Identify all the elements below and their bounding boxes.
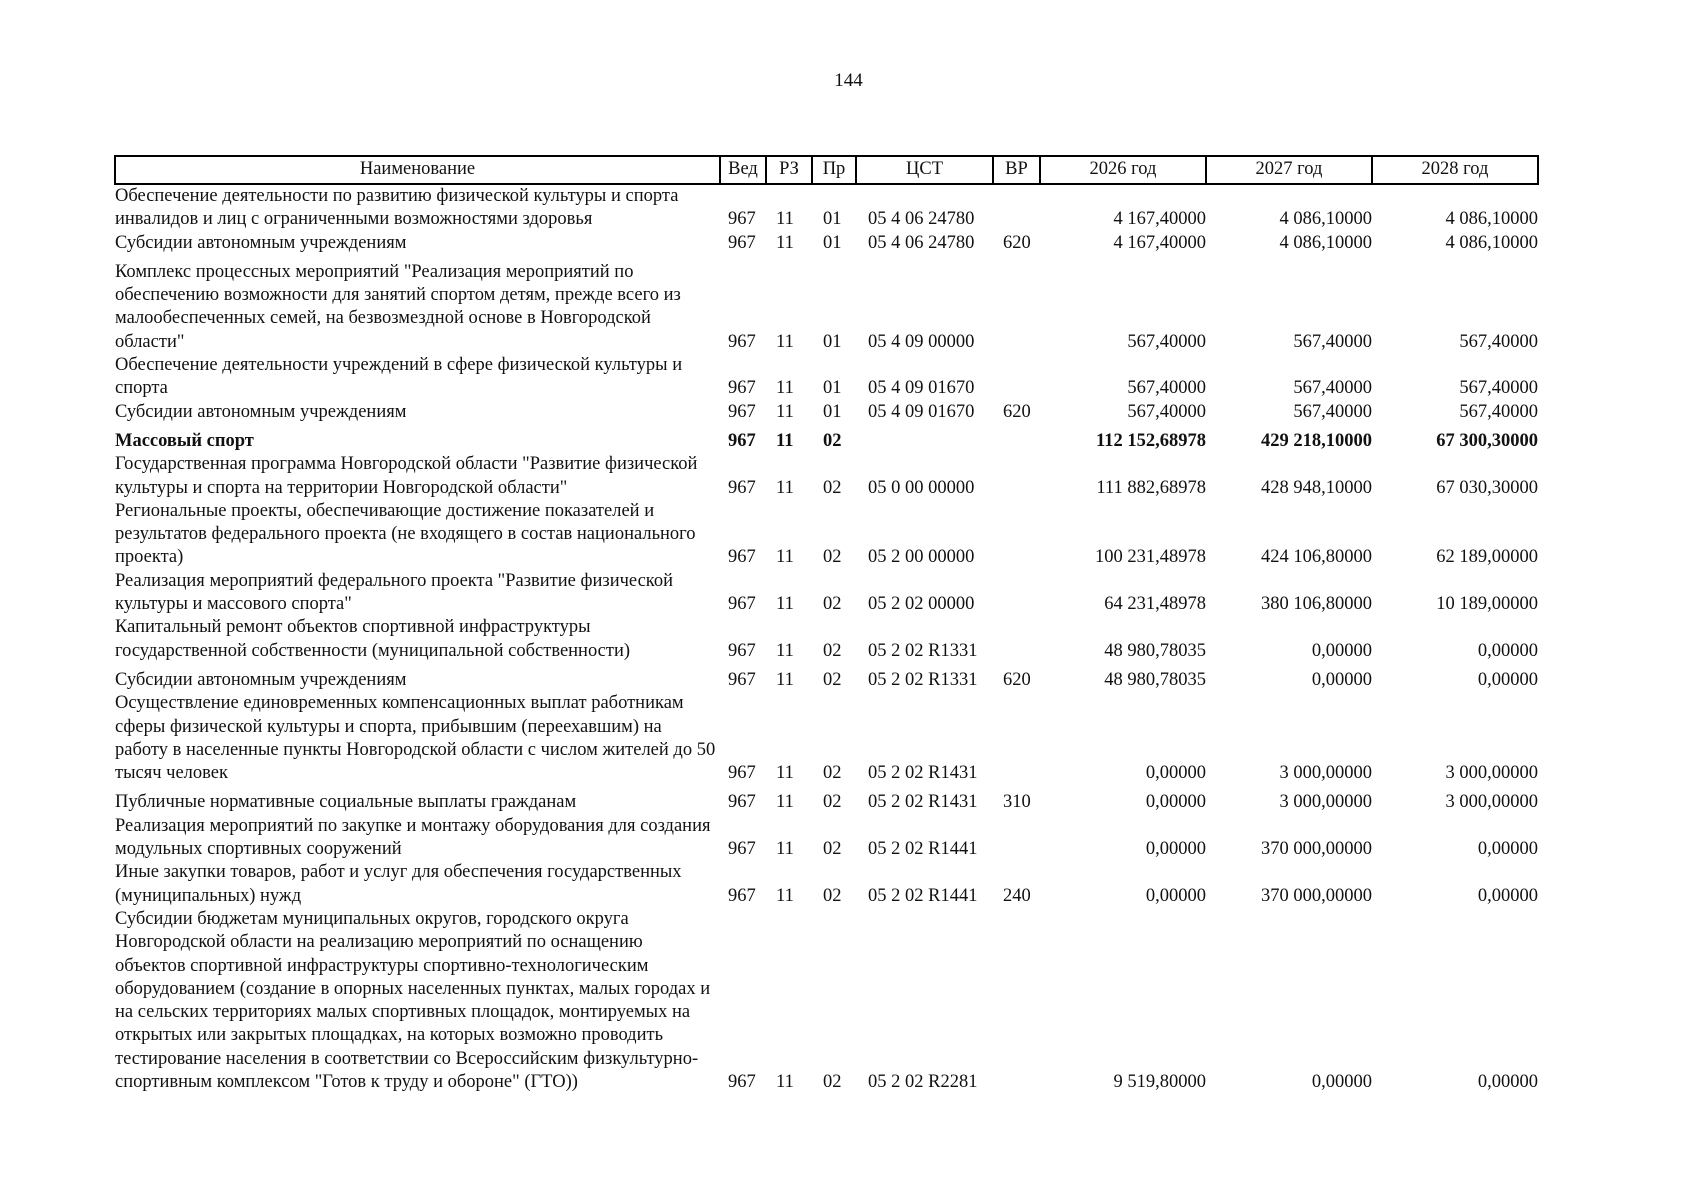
row-2026: 4 167,40000 (1113, 209, 1206, 230)
row-vr (993, 815, 1040, 862)
table-row (115, 401, 1538, 430)
row-2027: 567,40000 (1293, 378, 1372, 399)
row-vr: 620 (1003, 669, 1031, 690)
row-cst (856, 430, 993, 453)
row-ved: 967 (728, 839, 756, 860)
row-pr: 01 (823, 401, 842, 422)
row-name: Субсидии автономным учреждениям (115, 401, 407, 422)
row-pr: 01 (823, 331, 842, 352)
row-ved: 967 (728, 640, 756, 661)
row-ved: 967 (728, 401, 756, 422)
row-2026: 9 519,80000 (1113, 1071, 1206, 1092)
row-cst: 05 4 06 24780 (868, 232, 975, 253)
row-pr: 01 (823, 378, 842, 399)
table-row (115, 692, 1538, 791)
row-cst: 05 2 02 00000 (868, 594, 975, 615)
row-ved: 967 (728, 547, 756, 568)
row-cst: 05 2 02 R1441 (868, 839, 978, 860)
row-name: Иные закупки товаров, работ и услуг для обеспечения государственных (муниципальных) нужд (115, 862, 682, 906)
row-vr (993, 453, 1040, 500)
table-row (115, 500, 1538, 570)
header-ved: Вед (720, 156, 766, 184)
row-2026: 0,00000 (1145, 885, 1206, 906)
row-rz: 11 (776, 839, 794, 860)
row-2028: 0,00000 (1477, 839, 1538, 860)
row-pr: 01 (823, 232, 842, 253)
row-rz: 11 (776, 331, 794, 352)
row-name: Субсидии автономным учреждениям (115, 669, 407, 690)
row-rz: 11 (776, 378, 794, 399)
row-2027: 370 000,00000 (1261, 839, 1372, 860)
row-name: Публичные нормативные социальные выплаты гражданам (115, 792, 577, 813)
row-rz: 11 (776, 401, 794, 422)
row-2028: 67 300,30000 (1436, 430, 1538, 451)
row-name: Государственная программа Новгородской области "Развитие физической культуры и спорта на территории Новгородской области" (115, 454, 698, 498)
row-rz: 11 (776, 1071, 794, 1092)
row-rz: 11 (776, 763, 794, 784)
budget-table (114, 155, 1539, 1094)
row-2027: 3 000,00000 (1279, 763, 1372, 784)
table-row (115, 861, 1538, 908)
table-row (115, 184, 1538, 232)
row-2027: 567,40000 (1293, 401, 1372, 422)
row-rz: 11 (776, 209, 794, 230)
row-vr: 240 (1003, 885, 1031, 906)
header-2027: 2027 год (1206, 156, 1372, 184)
row-name: Реализация мероприятий по закупке и монтажу оборудования для создания модульных спортивных сооружений (115, 815, 711, 860)
row-vr (993, 908, 1040, 1094)
row-rz: 11 (776, 232, 794, 253)
row-2027: 424 106,80000 (1261, 547, 1372, 568)
table-row (115, 261, 1538, 354)
row-cst: 05 2 02 R1431 (868, 763, 978, 784)
row-2028: 62 189,00000 (1436, 547, 1538, 568)
row-2026: 48 980,78035 (1104, 640, 1206, 661)
table-row (115, 430, 1538, 453)
row-cst: 05 2 02 R1331 (868, 640, 978, 661)
row-pr: 02 (823, 1071, 842, 1092)
row-rz: 11 (776, 594, 794, 615)
row-cst: 05 2 02 R1331 (868, 669, 978, 690)
table-header-row (115, 156, 1538, 184)
row-2027: 3 000,00000 (1279, 792, 1372, 813)
row-cst: 05 4 06 24780 (868, 209, 975, 230)
row-rz: 11 (776, 669, 794, 690)
row-pr: 02 (823, 763, 842, 784)
header-cst: ЦСТ (856, 156, 993, 184)
row-2026: 64 231,48978 (1104, 594, 1206, 615)
row-ved: 967 (728, 885, 756, 906)
row-2027: 370 000,00000 (1261, 885, 1372, 906)
row-vr: 620 (1003, 401, 1031, 422)
row-2026: 0,00000 (1145, 839, 1206, 860)
row-name: Капитальный ремонт объектов спортивной инфраструктуры государственной собственности (муниципальной собственности) (115, 617, 631, 661)
row-cst: 05 2 02 R1441 (868, 885, 978, 906)
row-2026: 0,00000 (1145, 792, 1206, 813)
row-2026: 0,00000 (1145, 763, 1206, 784)
row-ved: 967 (728, 331, 756, 352)
row-name: Массовый спорт (115, 430, 254, 451)
row-name: Осуществление единовременных компенсационных выплат работникам сферы физической культуры и спорта, прибывшим (переехавшим) на работу в населенные пункты Новгородской области с числом жителей до 50 тысяч человек (115, 693, 716, 784)
header-2028: 2028 год (1372, 156, 1538, 184)
row-2028: 0,00000 (1477, 1071, 1538, 1092)
row-2028: 67 030,30000 (1436, 477, 1538, 498)
header-2026: 2026 год (1040, 156, 1206, 184)
row-2028: 4 086,10000 (1445, 232, 1538, 253)
row-2028: 0,00000 (1477, 669, 1538, 690)
header-rz: РЗ (766, 156, 812, 184)
row-rz: 11 (776, 792, 794, 813)
row-2026: 567,40000 (1127, 401, 1206, 422)
row-pr: 02 (823, 547, 842, 568)
table-row (115, 616, 1538, 669)
page-number: 144 (834, 70, 863, 91)
row-pr: 02 (823, 885, 842, 906)
row-ved: 967 (728, 594, 756, 615)
row-2026: 4 167,40000 (1113, 232, 1206, 253)
row-cst: 05 2 02 R2281 (868, 1071, 978, 1092)
row-2026: 111 882,68978 (1096, 477, 1206, 498)
row-rz: 11 (776, 477, 794, 498)
row-ved: 967 (728, 763, 756, 784)
table-row (115, 570, 1538, 617)
row-2028: 10 189,00000 (1436, 594, 1538, 615)
row-2026: 100 231,48978 (1095, 547, 1206, 568)
row-cst: 05 2 00 00000 (868, 547, 975, 568)
row-name: Обеспечение деятельности учреждений в сфере физической культуры и спорта (115, 355, 683, 399)
row-2027: 567,40000 (1293, 331, 1372, 352)
row-vr (993, 692, 1040, 791)
row-2028: 0,00000 (1477, 885, 1538, 906)
row-2026: 112 152,68978 (1096, 430, 1206, 451)
row-2027: 0,00000 (1311, 669, 1372, 690)
row-ved: 967 (728, 430, 756, 451)
row-cst: 05 4 09 00000 (868, 331, 975, 352)
row-2027: 4 086,10000 (1279, 209, 1372, 230)
row-cst: 05 2 02 R1431 (868, 792, 978, 813)
row-2026: 567,40000 (1127, 378, 1206, 399)
row-vr (993, 430, 1040, 453)
header-name: Наименование (115, 156, 720, 184)
row-pr: 02 (823, 839, 842, 860)
row-vr (993, 184, 1040, 232)
row-vr (993, 570, 1040, 617)
table-row (115, 791, 1538, 814)
row-2026: 48 980,78035 (1104, 669, 1206, 690)
row-2026: 567,40000 (1127, 331, 1206, 352)
row-2028: 567,40000 (1459, 331, 1538, 352)
row-ved: 967 (728, 1071, 756, 1092)
row-2028: 0,00000 (1477, 640, 1538, 661)
row-vr (993, 616, 1040, 669)
row-rz: 11 (776, 885, 794, 906)
row-2027: 4 086,10000 (1279, 232, 1372, 253)
row-2028: 567,40000 (1459, 378, 1538, 399)
row-name: Субсидии бюджетам муниципальных округов, городского округа Новгородской области на реализацию мероприятий по оснащению объектов спортивной инфраструктуры спортивно-технологическим оборудованием (создание в опорных населенных пунктах, малых городах и на сельских территориях малых спортивных площадок, монтируемых на открытых или закрытых площадках, на которых возможно проводить тестирование населения в соответствии со Всероссийским физкультурно-спортивным комплексом "Готов к труду и обороне" (ГТО)) (115, 908, 711, 1092)
row-pr: 02 (823, 594, 842, 615)
row-pr: 01 (823, 209, 842, 230)
row-pr: 02 (823, 430, 842, 451)
row-vr (993, 500, 1040, 570)
row-pr: 02 (823, 669, 842, 690)
row-name: Реализация мероприятий федерального проекта "Развитие физической культуры и массового спорта" (115, 570, 673, 615)
row-2028: 4 086,10000 (1445, 209, 1538, 230)
table-row (115, 232, 1538, 261)
row-rz: 11 (776, 430, 794, 451)
table-row (115, 908, 1538, 1094)
row-name: Обеспечение деятельности по развитию физической культуры и спорта инвалидов и лиц с ограниченными возможностями здоровья (115, 186, 679, 230)
row-ved: 967 (728, 232, 756, 253)
row-2027: 0,00000 (1311, 640, 1372, 661)
row-name: Комплекс процессных мероприятий "Реализация мероприятий по обеспечению возможности для занятий спортом детям, прежде всего из малообеспеченных семей, на безвозмездной основе в Новгородской области" (115, 261, 681, 352)
row-cst: 05 4 09 01670 (868, 401, 975, 422)
table-row (115, 453, 1538, 500)
row-cst: 05 0 00 00000 (868, 477, 975, 498)
row-ved: 967 (728, 792, 756, 813)
row-2028: 3 000,00000 (1445, 792, 1538, 813)
row-name: Региональные проекты, обеспечивающие достижение показателей и результатов федерального проекта (не входящего в состав национального проекта) (115, 500, 696, 568)
row-pr: 02 (823, 640, 842, 661)
row-2027: 380 106,80000 (1261, 594, 1372, 615)
row-rz: 11 (776, 547, 794, 568)
row-pr: 02 (823, 477, 842, 498)
row-2027: 429 218,10000 (1261, 430, 1372, 451)
row-ved: 967 (728, 669, 756, 690)
row-rz: 11 (776, 640, 794, 661)
row-2028: 567,40000 (1459, 401, 1538, 422)
row-2028: 3 000,00000 (1445, 763, 1538, 784)
header-pr: Пр (812, 156, 856, 184)
row-2027: 0,00000 (1311, 1071, 1372, 1092)
row-name: Субсидии автономным учреждениям (115, 232, 407, 253)
table-row (115, 354, 1538, 401)
table-row (115, 669, 1538, 692)
row-vr (993, 261, 1040, 354)
row-ved: 967 (728, 378, 756, 399)
row-ved: 967 (728, 209, 756, 230)
row-cst: 05 4 09 01670 (868, 378, 975, 399)
row-ved: 967 (728, 477, 756, 498)
row-vr: 620 (1003, 232, 1031, 253)
row-vr (993, 354, 1040, 401)
table-row (115, 815, 1538, 862)
row-vr: 310 (1003, 792, 1031, 813)
row-2027: 428 948,10000 (1261, 477, 1372, 498)
row-pr: 02 (823, 792, 842, 813)
header-vr: ВР (993, 156, 1040, 184)
